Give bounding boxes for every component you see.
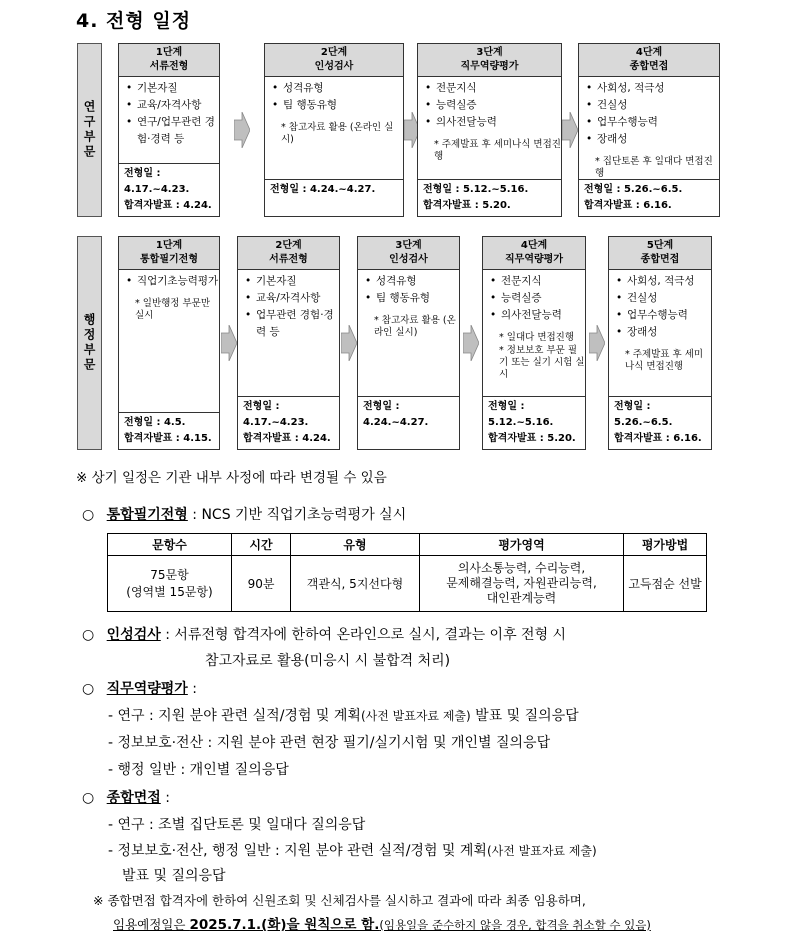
- written-bullet: ○: [82, 507, 95, 523]
- competency-line-admin: - 행정 일반 : 개인별 질의응답: [108, 762, 289, 778]
- stage-item: • 건실성: [597, 97, 719, 114]
- stage-name: 종합면접: [629, 61, 669, 72]
- stage-note: * 정보보호 부문 필기 또는 실기 시험 실시: [499, 345, 585, 380]
- admin-label: 행정부문: [77, 236, 102, 450]
- stage-items: [119, 80, 219, 148]
- stage-items: [265, 80, 403, 114]
- stage-name: 직무역량평가: [505, 254, 563, 265]
- stage-name: 통합필기전형: [140, 254, 198, 265]
- stage-item: • 교육/자격사항: [256, 290, 339, 307]
- stage-header: [119, 44, 219, 77]
- stage-step: 2단계: [275, 240, 302, 251]
- stage-item: • 전문지식: [436, 80, 561, 97]
- stage-footer: [119, 412, 219, 449]
- admin-stage-2: [237, 236, 340, 450]
- personality-line2: 참고자료로 활용(미응시 시 불합격 처리): [205, 653, 451, 669]
- admin-stage-3: [357, 236, 460, 450]
- interview-title: 종합면접: [106, 790, 161, 806]
- stage-items: [579, 80, 719, 148]
- stage-step: 5단계: [646, 240, 674, 251]
- stage-note: * 참고자료 활용 (온라인 실시): [374, 315, 456, 338]
- table-row: [108, 556, 707, 612]
- interview-line-other: [108, 841, 597, 861]
- next-arrow-icon: [341, 325, 357, 361]
- competency-colon: :: [187, 681, 197, 697]
- stage-header: [483, 237, 585, 270]
- competency-line-main: - 연구 : 지원 분야 관련 실적/경험 및 계획: [108, 708, 361, 724]
- competency-line-rest: 발표 및 질의응답: [470, 708, 579, 724]
- stage-item: • 능력실증: [436, 97, 561, 114]
- stage-footer: [609, 396, 711, 449]
- table-header: 문항수: [108, 534, 232, 556]
- interview-section: [82, 788, 170, 808]
- stage-name: 종합면접: [640, 254, 680, 265]
- stage-footer: [238, 396, 339, 449]
- written-section: [82, 505, 406, 525]
- stage-announce: 합격자발표 : 4.15.: [124, 433, 212, 444]
- stage-date: 전형일 : 5.12.~5.16.: [423, 184, 529, 195]
- stage-item: • 성격유형: [283, 80, 403, 97]
- stage-item: • 장래성: [627, 324, 711, 341]
- table-header: 시간: [232, 534, 291, 556]
- stage-footer: [358, 396, 459, 449]
- stage-name: 인성검사: [314, 61, 354, 72]
- stage-items: [119, 273, 219, 290]
- stage-note: * 집단토론 후 일대다 면접진행: [595, 156, 713, 179]
- interview-colon: :: [160, 790, 170, 806]
- stage-item: • 업무관련 경험·경력 등: [256, 307, 339, 341]
- stage-items: [238, 273, 339, 341]
- interview-line-cont: 발표 및 질의응답: [122, 868, 226, 884]
- stage-date: 전형일 : 4.24.~4.27.: [270, 184, 376, 195]
- stage-item: • 교육/자격사항: [137, 97, 219, 114]
- next-arrow-icon: [589, 325, 605, 361]
- stage-item: • 기본자질: [256, 273, 339, 290]
- stage-announce: [363, 431, 454, 447]
- interview-line-main: - 정보보호·전산, 행정 일반 : 지원 분야 관련 실적/경험 및 계획: [108, 843, 487, 859]
- table-cell: 의사소통능력, 수리능력, 문제해결능력, 자원관리능력, 대인관계능력: [420, 556, 624, 612]
- stage-date: 전형일 : 4.17.~4.23.: [243, 401, 309, 428]
- stage-item: • 장래성: [597, 131, 719, 148]
- stage-item: • 성격유형: [376, 273, 459, 290]
- interview-line-research: - 연구 : 조별 집단토론 및 일대다 질의응답: [108, 817, 366, 833]
- research-stage-1: [118, 43, 220, 217]
- written-table: [107, 533, 707, 612]
- stage-note: * 주제발표 후 세미나식 면접진행: [434, 139, 561, 162]
- admin-stage-4: [482, 236, 586, 450]
- table-header-row: [108, 534, 707, 556]
- stage-date: 전형일 : 5.26.~6.5.: [584, 184, 683, 195]
- next-arrow-icon: [234, 112, 250, 148]
- stage-header: [265, 44, 403, 77]
- stage-header: [358, 237, 459, 270]
- admin-stage-5: [608, 236, 712, 450]
- stage-date: 전형일 : 4.24.~4.27.: [363, 401, 429, 428]
- stage-step: 3단계: [395, 240, 422, 251]
- written-title: 통합필기전형: [106, 507, 188, 523]
- competency-line-research: [108, 706, 579, 726]
- stage-announce: 합격자발표 : 6.16.: [584, 200, 672, 211]
- competency-line-small: (사전 발표자료 제출): [360, 709, 471, 723]
- stage-header: [238, 237, 339, 270]
- stage-item: • 업무수행능력: [627, 307, 711, 324]
- next-arrow-icon: [463, 325, 479, 361]
- stage-name: 인성검사: [389, 254, 428, 265]
- stage-items: [418, 80, 561, 131]
- stage-step: 2단계: [320, 47, 348, 58]
- stage-step: 4단계: [635, 47, 663, 58]
- personality-line1: : 서류전형 합격자에 한하여 온라인으로 실시, 결과는 이후 전형 시: [160, 627, 567, 643]
- stage-items: [483, 273, 585, 324]
- stage-note: * 참고자료 활용 (온라인 실시): [281, 122, 394, 145]
- interview-bullet: ○: [82, 790, 95, 806]
- stage-name: 서류전형: [149, 61, 189, 72]
- stage-header: [418, 44, 561, 77]
- stage-item: • 전문지식: [501, 273, 585, 290]
- stage-step: 1단계: [155, 47, 183, 58]
- stage-date: 전형일 : 4.5.: [124, 417, 186, 428]
- stage-item: • 연구/업무관련 경험·경력 등: [137, 114, 219, 148]
- final-note-line1: ※ 종합면접 합격자에 한하여 신원조회 및 신체검사를 실시하고 결과에 따라 최종 임용하며,: [93, 893, 586, 908]
- final-note-line2: [113, 915, 651, 935]
- stage-item: • 의사전달능력: [436, 114, 561, 131]
- stage-step: 4단계: [520, 240, 548, 251]
- stage-item: • 팀 행동유형: [376, 290, 459, 307]
- written-desc: : NCS 기반 직업기초능력평가 실시: [187, 507, 407, 523]
- stage-item: • 의사전달능력: [501, 307, 585, 324]
- stage-step: 1단계: [155, 240, 183, 251]
- stage-announce: 합격자발표 : 4.24.: [124, 200, 212, 211]
- stage-name: 직무역량평가: [460, 61, 519, 72]
- stage-item: • 건실성: [627, 290, 711, 307]
- table-header: 유형: [291, 534, 420, 556]
- stage-item: • 업무수행능력: [597, 114, 719, 131]
- table-cell: 객관식, 5지선다형: [291, 556, 420, 612]
- table-cell: 90분: [232, 556, 291, 612]
- research-stage-2: [264, 43, 404, 217]
- stage-items: [358, 273, 459, 307]
- final-note-prefix: 임용예정일은: [113, 917, 190, 932]
- stage-header: [609, 237, 711, 270]
- stage-header: [119, 237, 219, 270]
- research-stage-4: [578, 43, 720, 217]
- stage-date: 전형일 : 5.12.~5.16.: [488, 401, 554, 428]
- stage-footer: [265, 179, 403, 216]
- competency-title: 직무역량평가: [106, 681, 188, 697]
- stage-item: • 사회성, 적극성: [597, 80, 719, 97]
- stage-footer: [119, 163, 219, 216]
- stage-footer: [579, 179, 719, 216]
- stage-footer: [418, 179, 561, 216]
- research-stage-3: [417, 43, 562, 217]
- interview-line-small: (사전 발표자료 제출): [486, 844, 597, 858]
- stage-item: • 팀 행동유형: [283, 97, 403, 114]
- personality-section: [82, 625, 566, 645]
- personality-bullet: ○: [82, 627, 95, 643]
- admin-stage-1: [118, 236, 220, 450]
- section-title: 4. 전형 일정: [76, 10, 192, 32]
- stage-items: [609, 273, 711, 341]
- table-header: 평가방법: [624, 534, 707, 556]
- stage-step: 3단계: [476, 47, 503, 58]
- stage-item: • 직업기초능력평가: [137, 273, 219, 290]
- final-note-warning: (임용일을 준수하지 않을 경우, 합격을 취소할 수 있음): [379, 918, 651, 932]
- final-note-date: 2025.7.1.(화)을 원칙으로 함.: [189, 917, 380, 933]
- schedule-note: ※ 상기 일정은 기관 내부 사정에 따라 변경될 수 있음: [76, 470, 387, 486]
- stage-note: * 일반행정 부문만 실시: [135, 298, 211, 321]
- stage-note: * 일대다 면접진행: [499, 332, 575, 343]
- table-cell: 고득점순 선발: [624, 556, 707, 612]
- competency-bullet: ○: [82, 681, 95, 697]
- stage-name: 서류전형: [269, 254, 308, 265]
- next-arrow-icon: [221, 325, 237, 361]
- stage-announce: 합격자발표 : 6.16.: [614, 433, 702, 444]
- personality-title: 인성검사: [106, 627, 161, 643]
- stage-announce: 합격자발표 : 5.20.: [423, 200, 511, 211]
- stage-item: • 사회성, 적극성: [627, 273, 711, 290]
- stage-announce: 합격자발표 : 4.24.: [243, 433, 331, 444]
- competency-line-security: - 정보보호·전산 : 지원 분야 관련 현장 필기/실기시험 및 개인별 질의응답: [108, 735, 551, 751]
- stage-date: 전형일 : 4.17.~4.23.: [124, 168, 190, 195]
- stage-header: [579, 44, 719, 77]
- stage-footer: [483, 396, 585, 449]
- stage-date: 전형일 : 5.26.~6.5.: [614, 401, 673, 428]
- stage-item: • 기본자질: [137, 80, 219, 97]
- stage-note: * 주제발표 후 세미나식 면접진행: [625, 349, 704, 372]
- stage-announce: [270, 198, 398, 214]
- table-cell: 75문항 (영역별 15문항): [108, 556, 232, 612]
- research-label: 연구부문: [77, 43, 102, 217]
- stage-item: • 능력실증: [501, 290, 585, 307]
- next-arrow-icon: [562, 112, 578, 148]
- table-header: 평가영역: [420, 534, 624, 556]
- stage-announce: 합격자발표 : 5.20.: [488, 433, 576, 444]
- competency-section: [82, 679, 197, 699]
